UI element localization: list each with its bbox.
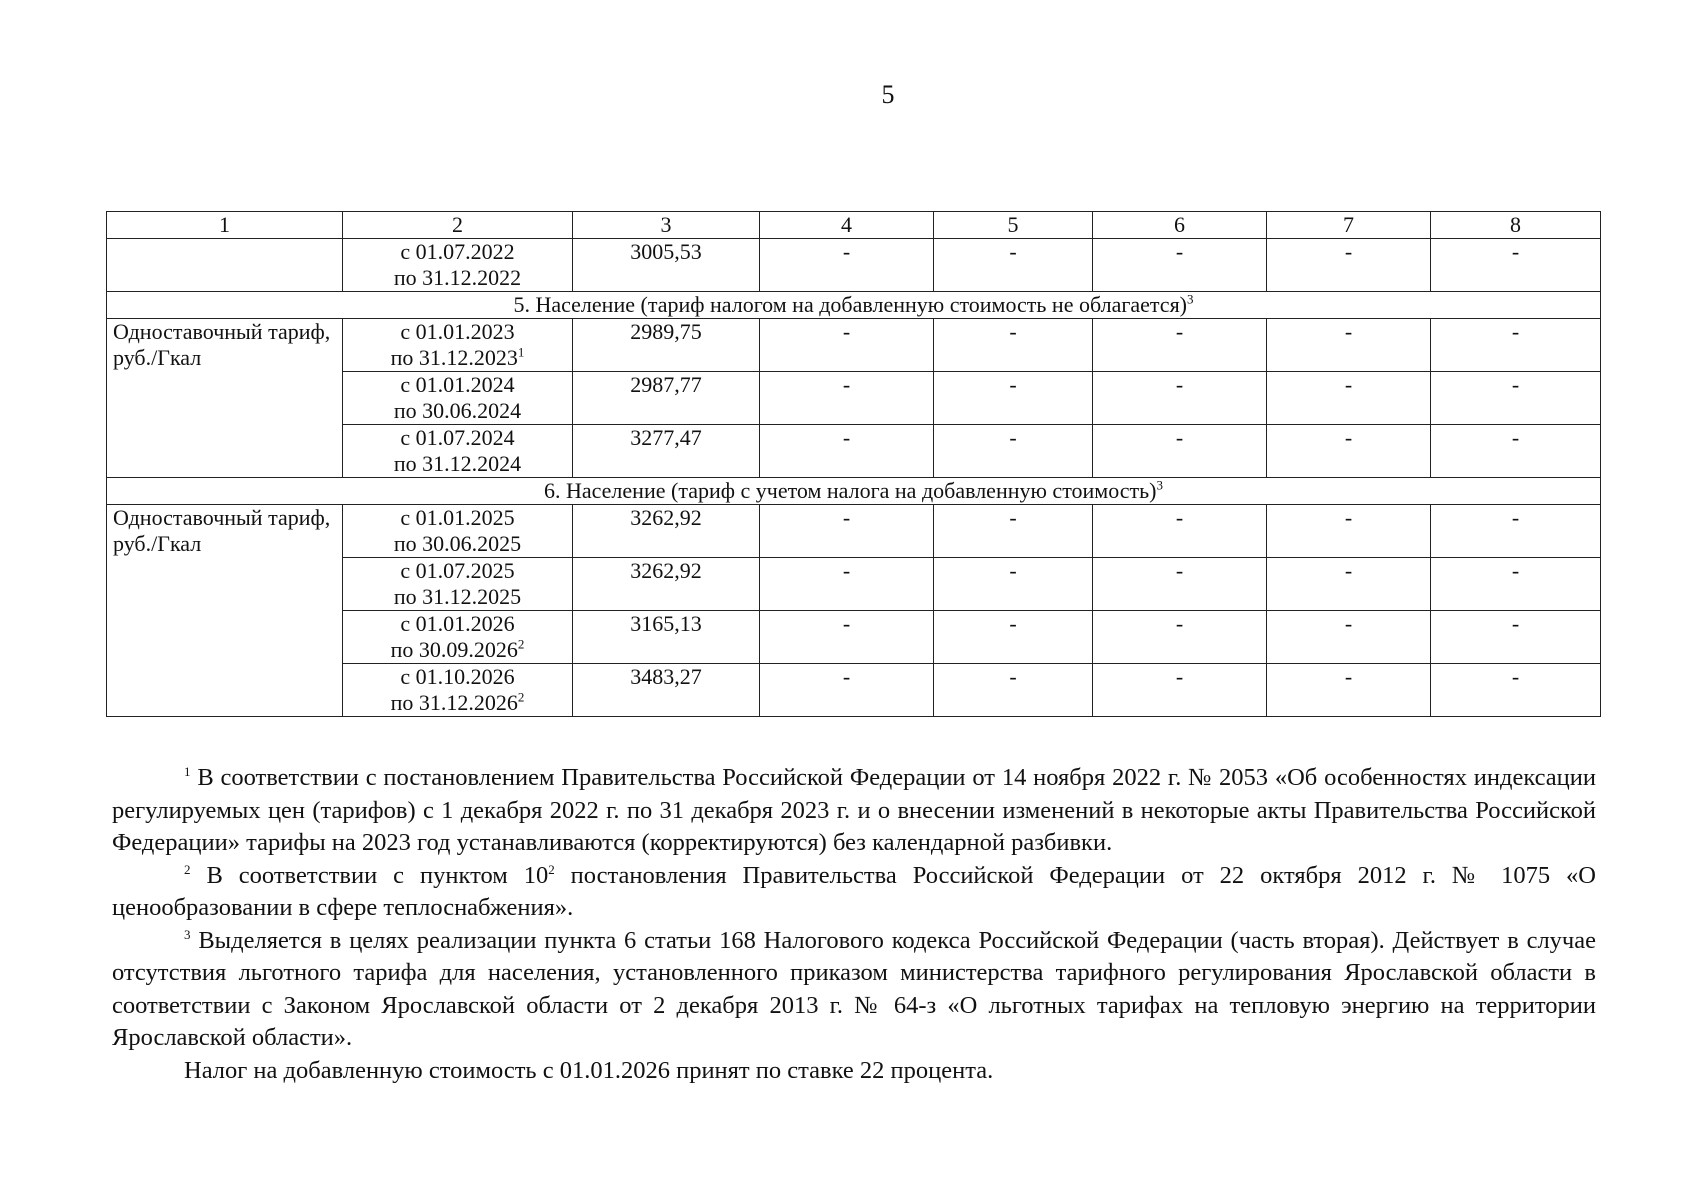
table-row bbox=[107, 505, 1601, 558]
period-to: по 30.06.2024 bbox=[393, 398, 522, 423]
footnote-mark: 2 bbox=[184, 861, 191, 877]
period-cell bbox=[343, 558, 573, 611]
empty-value-dash: - bbox=[1431, 505, 1601, 558]
tariff-table bbox=[106, 211, 1601, 717]
empty-value-dash: - bbox=[1093, 239, 1267, 292]
empty-value-dash: - bbox=[1431, 558, 1601, 611]
empty-value-dash: - bbox=[934, 558, 1093, 611]
empty-value-dash: - bbox=[760, 558, 934, 611]
closing-note: Налог на добавленную стоимость с 01.01.2026 принят по ставке 22 процента. bbox=[184, 1056, 994, 1084]
footnote-ref: 1 bbox=[517, 344, 525, 360]
empty-value-dash: - bbox=[760, 664, 934, 717]
period-to-line bbox=[349, 398, 566, 424]
empty-value-dash: - bbox=[1431, 372, 1601, 425]
empty-value-dash: - bbox=[934, 664, 1093, 717]
table-row bbox=[107, 319, 1601, 372]
footnote-text: В соответствии с пунктом 10 bbox=[206, 861, 549, 889]
footnote-text: Выделяется в целях реализации пункта 6 статьи 168 Налогового кодекса Российской Федерации (часть вторая). Действует в случае отсутствия льготного тарифа для населения, установленного приказом министерства тарифного регулирования Ярославской области в соответствии с Законом Ярославской области от 2 декабря 2013 г. № 64-з «О льготных тарифах на тепловую энергию на территории Ярославской области». bbox=[112, 926, 1597, 1051]
empty-value-dash: - bbox=[1267, 664, 1431, 717]
superscript: 2 bbox=[548, 861, 555, 877]
empty-value-dash: - bbox=[760, 505, 934, 558]
period-cell bbox=[343, 239, 573, 292]
empty-value-dash: - bbox=[760, 239, 934, 292]
empty-value-dash: - bbox=[1267, 372, 1431, 425]
period-to-line bbox=[349, 451, 566, 477]
period-from: с 01.07.2024 bbox=[400, 425, 515, 450]
tariff-label: Одноставочный тариф, руб./Гкал bbox=[107, 505, 343, 717]
section-title-cell bbox=[107, 292, 1601, 319]
empty-value-dash: - bbox=[1431, 664, 1601, 717]
empty-value-dash: - bbox=[760, 611, 934, 664]
footnote-ref: 2 bbox=[517, 689, 525, 705]
period-to-line bbox=[349, 531, 566, 557]
column-number: 5 bbox=[934, 212, 1093, 239]
footnote-text: В соответствии с постановлением Правительства Российской Федерации от 14 ноября 2022 г. № 2053 «Об особенностях индексации регулируемых цен (тарифов) с 1 декабря 2022 г. по 31 декабря 2023 г. и о внесении изменений в некоторые акты Правительства Российской Федерации» тарифы на 2023 год устанавливаются (корректируются) без календарной разбивки. bbox=[112, 764, 1597, 856]
empty-value-dash: - bbox=[1093, 319, 1267, 372]
footnote bbox=[112, 860, 1596, 925]
column-number: 2 bbox=[343, 212, 573, 239]
empty-value-dash: - bbox=[1431, 239, 1601, 292]
table-header-row bbox=[107, 212, 1601, 239]
empty-value-dash: - bbox=[1267, 558, 1431, 611]
period-to-line bbox=[349, 584, 566, 610]
column-number: 6 bbox=[1093, 212, 1267, 239]
empty-value-dash: - bbox=[934, 239, 1093, 292]
empty-value-dash: - bbox=[934, 372, 1093, 425]
period-from: с 01.01.2026 bbox=[400, 611, 515, 636]
section-title-row bbox=[107, 478, 1601, 505]
period-from: с 01.07.2022 bbox=[400, 239, 515, 264]
period-from: с 01.01.2025 bbox=[400, 505, 515, 530]
page-number: 5 bbox=[881, 80, 895, 109]
empty-value-dash: - bbox=[760, 319, 934, 372]
period-to: по 31.12.2024 bbox=[393, 451, 522, 476]
tariff-table-body bbox=[107, 212, 1601, 717]
footnote-ref: 3 bbox=[1187, 291, 1194, 307]
empty-value-dash: - bbox=[1093, 664, 1267, 717]
period-to-line bbox=[349, 637, 566, 663]
tariff-value: 2987,77 bbox=[573, 372, 760, 425]
period-cell bbox=[343, 505, 573, 558]
footnote-mark: 3 bbox=[184, 926, 191, 942]
column-number: 4 bbox=[760, 212, 934, 239]
period-from: с 01.10.2026 bbox=[400, 664, 515, 689]
tariff-value: 3262,92 bbox=[573, 505, 760, 558]
section-title-row bbox=[107, 292, 1601, 319]
period-from: с 01.01.2024 bbox=[400, 372, 515, 397]
period-cell bbox=[343, 372, 573, 425]
period-to: по 31.12.2022 bbox=[393, 265, 522, 290]
empty-value-dash: - bbox=[1093, 425, 1267, 478]
tariff-label: Одноставочный тариф, руб./Гкал bbox=[107, 319, 343, 478]
tariff-value: 3277,47 bbox=[573, 425, 760, 478]
empty-value-dash: - bbox=[1267, 611, 1431, 664]
tariff-value: 3262,92 bbox=[573, 558, 760, 611]
empty-value-dash: - bbox=[934, 319, 1093, 372]
empty-value-dash: - bbox=[760, 372, 934, 425]
footnote-ref: 2 bbox=[517, 636, 525, 652]
footnote bbox=[112, 762, 1596, 860]
period-cell bbox=[343, 664, 573, 717]
empty-value-dash: - bbox=[1267, 425, 1431, 478]
column-number: 8 bbox=[1431, 212, 1601, 239]
period-to: по 31.12.2025 bbox=[393, 584, 522, 609]
period-cell bbox=[343, 425, 573, 478]
empty-value-dash: - bbox=[760, 425, 934, 478]
period-cell bbox=[343, 611, 573, 664]
table-row bbox=[107, 239, 1601, 292]
empty-value-dash: - bbox=[1093, 611, 1267, 664]
empty-value-dash: - bbox=[1431, 611, 1601, 664]
section-title: 5. Население (тариф налогом на добавленную стоимость не облагается) bbox=[513, 292, 1188, 317]
period-to-line bbox=[349, 690, 566, 716]
section-title-cell bbox=[107, 478, 1601, 505]
period-to: по 30.09.2026 bbox=[390, 637, 518, 662]
column-number: 7 bbox=[1267, 212, 1431, 239]
tariff-value: 2989,75 bbox=[573, 319, 760, 372]
tariff-value: 3483,27 bbox=[573, 664, 760, 717]
empty-value-dash: - bbox=[1093, 558, 1267, 611]
label-cell bbox=[107, 239, 343, 292]
footnote-ref: 3 bbox=[1156, 477, 1163, 493]
column-number: 1 bbox=[107, 212, 343, 239]
period-to: по 31.12.2026 bbox=[390, 690, 518, 715]
empty-value-dash: - bbox=[1267, 239, 1431, 292]
empty-value-dash: - bbox=[1093, 505, 1267, 558]
footnotes bbox=[112, 762, 1596, 1087]
empty-value-dash: - bbox=[1431, 319, 1601, 372]
period-from: с 01.07.2025 bbox=[400, 558, 515, 583]
empty-value-dash: - bbox=[1431, 425, 1601, 478]
empty-value-dash: - bbox=[1267, 319, 1431, 372]
empty-value-dash: - bbox=[1093, 372, 1267, 425]
period-to-line bbox=[349, 345, 566, 371]
footnote-text: постановления Правительства Российской Федерации от 22 октября 2012 г. № 1075 «О ценообразовании в сфере теплоснабжения». bbox=[112, 861, 1596, 921]
empty-value-dash: - bbox=[934, 425, 1093, 478]
tariff-value: 3005,53 bbox=[573, 239, 760, 292]
empty-value-dash: - bbox=[934, 611, 1093, 664]
footnote bbox=[112, 925, 1596, 1055]
period-to: по 30.06.2025 bbox=[393, 531, 522, 556]
period-from: с 01.01.2023 bbox=[400, 319, 515, 344]
period-to: по 31.12.2023 bbox=[390, 345, 518, 370]
tariff-value: 3165,13 bbox=[573, 611, 760, 664]
period-cell bbox=[343, 319, 573, 372]
column-number: 3 bbox=[573, 212, 760, 239]
footnote-mark: 1 bbox=[184, 763, 191, 779]
section-title: 6. Население (тариф с учетом налога на добавленную стоимость) bbox=[543, 478, 1157, 503]
empty-value-dash: - bbox=[1267, 505, 1431, 558]
empty-value-dash: - bbox=[934, 505, 1093, 558]
